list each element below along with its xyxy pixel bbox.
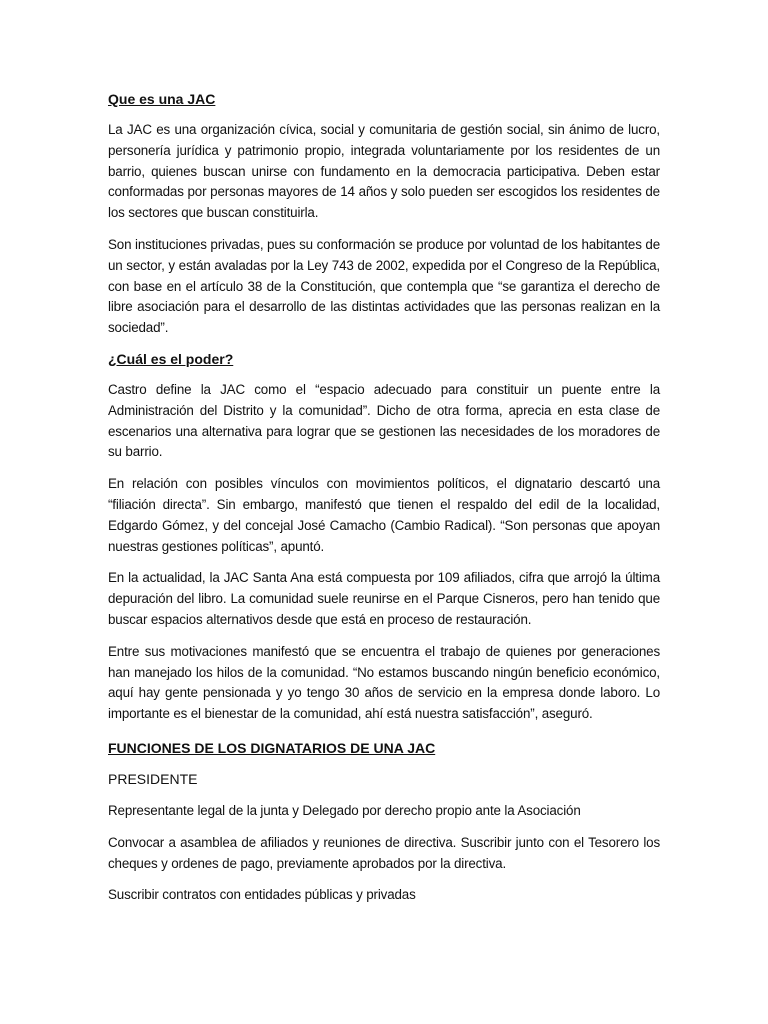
paragraph-legal-representative: Representante legal de la junta y Delegado por derecho propio ante la Asociación xyxy=(108,802,581,818)
paragraph-convocar: Convocar a asamblea de afiliados y reuniones de directiva. Suscribir junto con el Tesorero los cheques y ordenes de pago, previamente aprobados por la directiva. xyxy=(108,834,660,871)
paragraph-castro-definition: Castro define la JAC como el “espacio adecuado para constituir un puente entre la Administración del Distrito y la comunidad”. Dicho de otra forma, aprecia en esta clase de escenarios una alternativa para lograr que se gestionen las necesidades de los moradores de su barrio. xyxy=(108,381,660,460)
paragraph-political-links: En relación con posibles vínculos con movimientos políticos, el dignatario descartó una “filiación directa”. Sin embargo, manifestó que tienen el respaldo del edil de la localidad, Edgardo Gómez, y del concejal José Camacho (Cambio Radical). “Son personas que apoyan nuestras gestiones políticas”, apuntó. xyxy=(108,476,660,554)
section-heading-que-es-jac: Que es una JAC xyxy=(108,91,216,107)
section-heading-poder: ¿Cuál es el poder? xyxy=(108,350,234,367)
paragraph-definition: La JAC es una organización cívica, social y comunitaria de gestión social, sin ánimo de lucro, personería jurídica y patrimonio propio, integrada voluntariamente por los residentes de un barrio, quienes buscan unirse con fundamento en la democracia participativa. Deben estar conformadas por personas mayores de 14 años y solo pueden ser escogidos los residentes de los sectores que buscan constituirla. xyxy=(108,122,660,221)
paragraph-santa-ana: En la actualidad, la JAC Santa Ana está compuesta por 109 afiliados, cifra que arrojó la última depuración del libro. La comunidad suele reunirse en el Parque Cisneros, pero han tenido que buscar espacios alternativos desde que está en proceso de restauración. xyxy=(108,570,660,627)
role-label-presidente: PRESIDENTE xyxy=(108,770,198,787)
paragraph-private-institutions: Son instituciones privadas, pues su conformación se produce por voluntad de los habitantes de un sector, y están avaladas por la Ley 743 de 2002, expedida por el Congreso de la República, con base en el artículo 38 de la Constitución, que contempla que “se garantiza el derecho de libre asociación para el desarrollo de las distintas actividades que las personas realizan en la sociedad”. xyxy=(108,236,660,336)
paragraph-contratos: Suscribir contratos con entidades públicas y privadas xyxy=(108,887,416,903)
paragraph-motivations: Entre sus motivaciones manifestó que se encuentra el trabajo de quienes por generaciones han manejado los hilos de la comunidad. “No estamos buscando ningún beneficio económico, aquí hay gente pensionada y yo tengo 30 años de servicio en la empresa donde laboro. Lo importante es el bienestar de la comunidad, ahí está nuestra satisfacción”, aseguró. xyxy=(108,643,660,722)
section-heading-funciones: FUNCIONES DE LOS DIGNATARIOS DE UNA JAC xyxy=(108,739,436,756)
